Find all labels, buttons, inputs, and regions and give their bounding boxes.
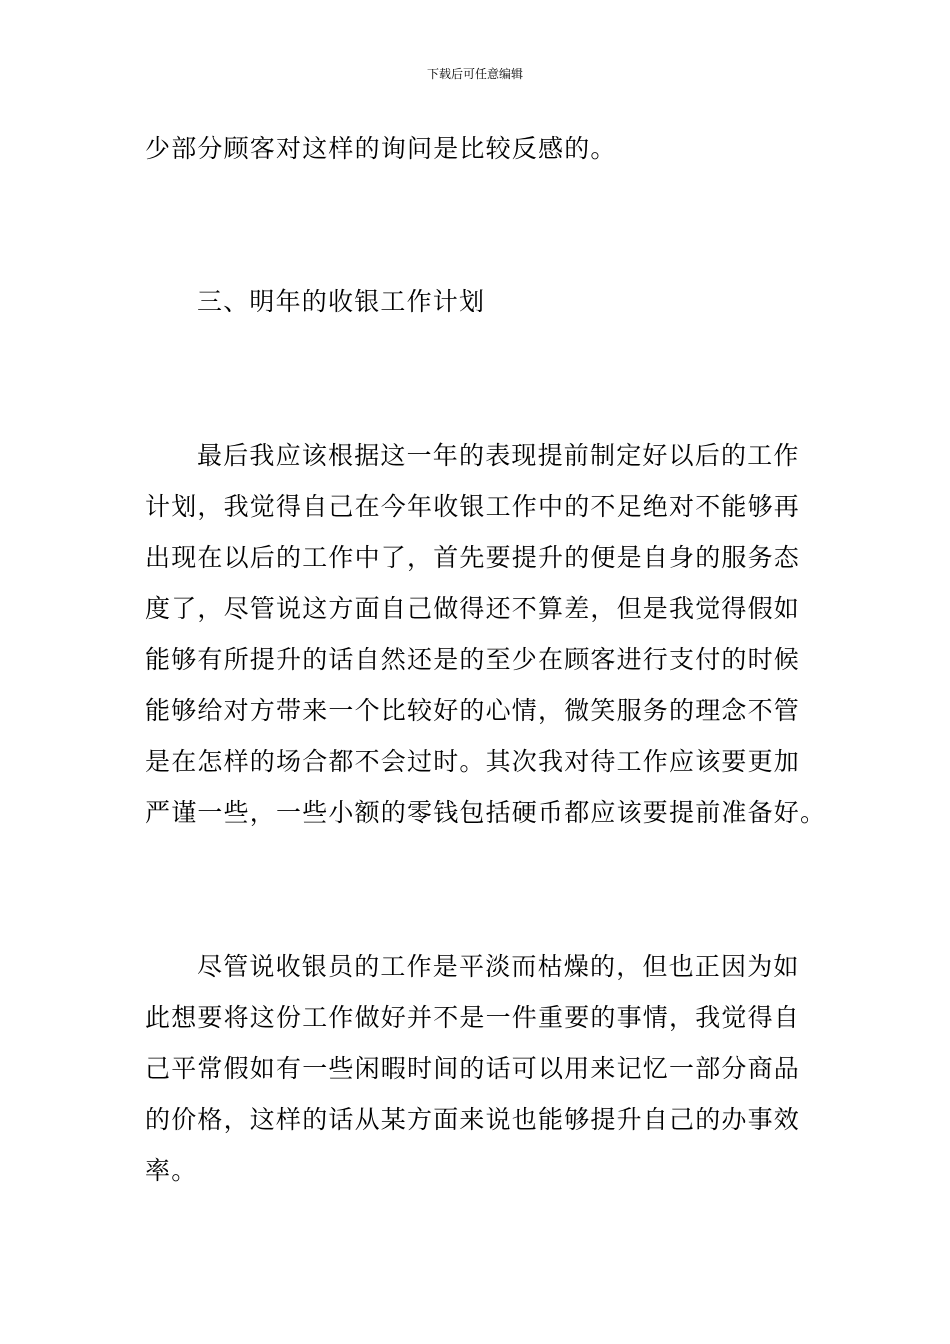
paragraph-efficiency — [145, 941, 807, 1196]
text-line: 此想要将这份工作做好并不是一件重要的事情，我觉得自 — [145, 1003, 801, 1032]
heading-line: 三、明年的收银工作计划 — [197, 287, 486, 316]
text-line: 能够给对方带来一个比较好的心情，微笑服务的理念不管 — [145, 696, 801, 725]
section-heading — [145, 276, 807, 327]
text-line: 是在怎样的场合都不会过时。其次我对待工作应该要更加 — [145, 747, 801, 776]
text-line: 计划，我觉得自己在今年收银工作中的不足绝对不能够再 — [145, 492, 801, 521]
page-header-note: 下载后可任意编辑 — [426, 67, 523, 81]
text-line: 能够有所提升的话自然还是的至少在顾客进行支付的时候 — [145, 645, 801, 674]
text-line: 率。 — [145, 1156, 198, 1185]
text-line: 严谨一些，一些小额的零钱包括硬币都应该要提前准备好。 — [145, 798, 827, 827]
text-line: 度了，尽管说这方面自己做得还不算差，但是我觉得假如 — [145, 594, 801, 623]
text-line: 最后我应该根据这一年的表现提前制定好以后的工作 — [197, 441, 800, 470]
text-line: 尽管说收银员的工作是平淡而枯燥的，但也正因为如 — [197, 952, 800, 981]
paragraph-work-plan — [145, 430, 827, 838]
paragraph-continuation — [145, 123, 807, 174]
text-line: 的价格，这样的话从某方面来说也能够提升自己的办事效 — [145, 1105, 801, 1134]
text-line: 出现在以后的工作中了，首先要提升的便是自身的服务态 — [145, 543, 801, 572]
text-line: 少部分顾客对这样的询问是比较反感的。 — [145, 134, 617, 163]
document-body — [145, 123, 827, 1196]
text-line: 己平常假如有一些闲暇时间的话可以用来记忆一部分商品 — [145, 1054, 801, 1083]
